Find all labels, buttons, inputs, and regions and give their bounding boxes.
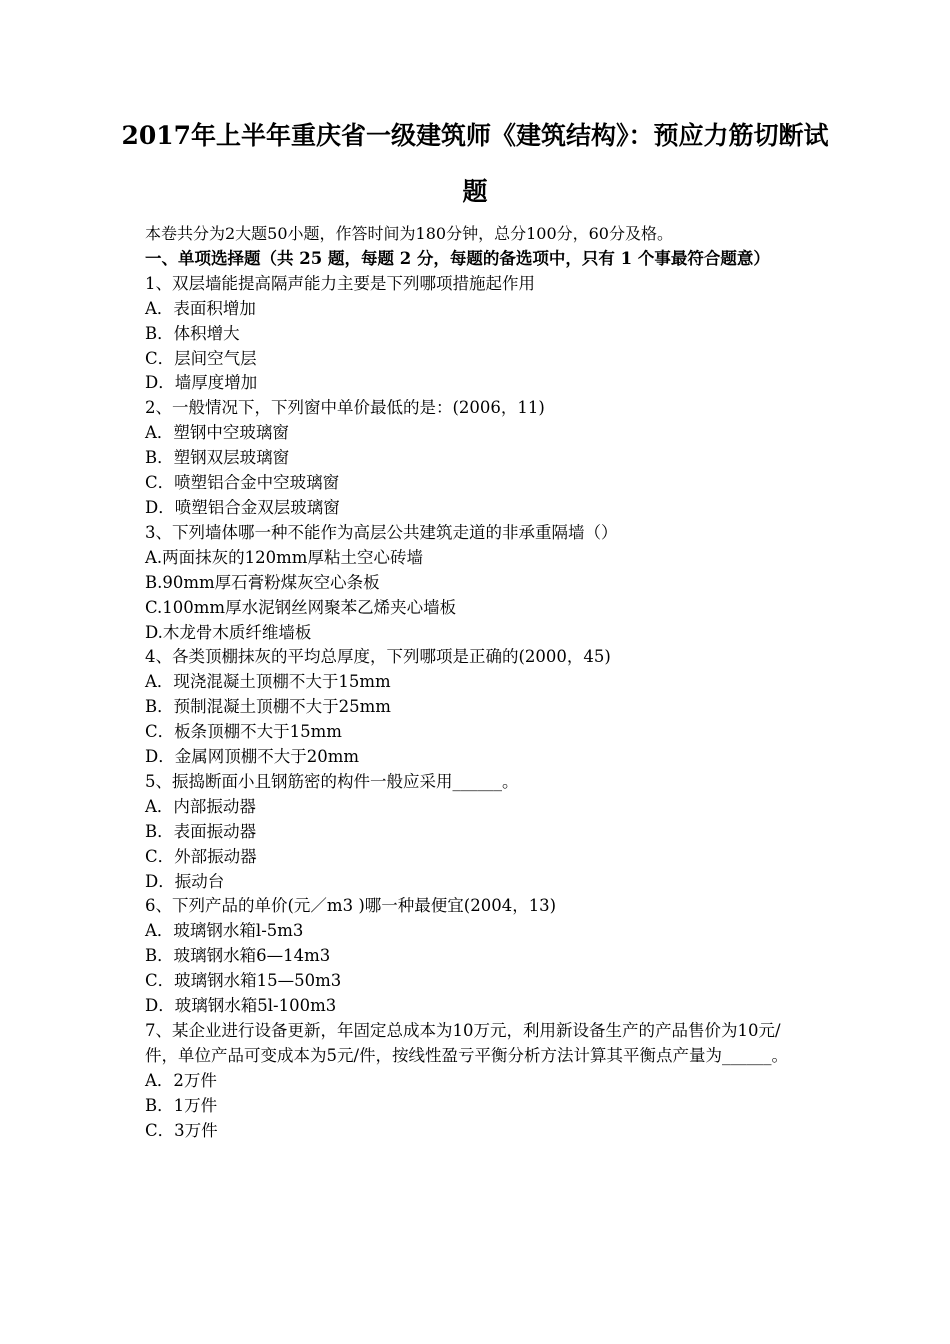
option-b: B.90mm厚石膏粉煤灰空心条板 — [145, 572, 380, 592]
option-c: C．外部振动器 — [145, 846, 257, 866]
option-a: A.两面抹灰的120mm厚粘土空心砖墙 — [145, 547, 423, 567]
option-d: D．振动台 — [145, 871, 225, 891]
option-d: D．金属网顶棚不大于20mm — [145, 747, 360, 767]
question-5 — [145, 770, 810, 895]
question-text: 1、双层墙能提高隔声能力主要是下列哪项措施起作用 — [145, 273, 535, 293]
option-c: C．层间空气层 — [145, 348, 257, 368]
option-c: C.100mm厚水泥钢丝网聚苯乙烯夹心墙板 — [145, 597, 457, 617]
question-text: 2、一般情况下，下列窗中单价最低的是：(2006，11) — [145, 398, 545, 418]
option-c: C．3万件 — [145, 1120, 218, 1140]
question-text: 3、下列墙体哪一种不能作为高层公共建筑走道的非承重隔墙（） — [145, 522, 618, 542]
document-body — [145, 222, 810, 1144]
question-text: 4、各类顶棚抹灰的平均总厚度，下列哪项是正确的(2000，45) — [145, 647, 611, 667]
option-a: A．内部振动器 — [145, 796, 256, 816]
question-text: 7、某企业进行设备更新，年固定总成本为10万元，利用新设备生产的产品售价为10元/件，单位产品可变成本为5元/件，按线性盈亏平衡分析方法计算其平衡点产量为______。 — [145, 1021, 789, 1065]
question-1 — [145, 272, 810, 397]
option-b: B．表面振动器 — [145, 821, 257, 841]
option-a: A．现浇混凝土顶棚不大于15mm — [145, 672, 391, 692]
option-a: A．表面积增加 — [145, 298, 256, 318]
option-b: B．体积增大 — [145, 323, 240, 343]
option-d: D．墙厚度增加 — [145, 373, 258, 393]
option-b: B．预制混凝土顶棚不大于25mm — [145, 697, 391, 717]
option-c: C．玻璃钢水箱15—50m3 — [145, 971, 342, 991]
option-a: A．塑钢中空玻璃窗 — [145, 423, 289, 443]
option-a: A．2万件 — [145, 1070, 217, 1090]
option-d: D.木龙骨木质纤维墙板 — [145, 622, 312, 642]
option-c: C．喷塑铝合金中空玻璃窗 — [145, 473, 340, 493]
question-4 — [145, 645, 810, 770]
option-a: A．玻璃钢水箱l-5m3 — [145, 921, 304, 941]
exam-intro: 本卷共分为2大题50小题，作答时间为180分钟，总分100分，60分及格。 — [145, 224, 673, 243]
question-text: 5、振捣断面小且钢筋密的构件一般应采用______。 — [145, 771, 519, 791]
question-3 — [145, 521, 810, 646]
question-6 — [145, 894, 810, 1019]
section-heading: 一、单项选择题（共 25 题，每题 2 分，每题的备选项中，只有 1 个事最符合题意） — [145, 248, 770, 268]
question-text: 6、下列产品的单价(元／m3 )哪一种最便宜(2004，13) — [145, 896, 557, 916]
option-d: D．喷塑铝合金双层玻璃窗 — [145, 497, 340, 517]
document-title: 2017年上半年重庆省一级建筑师《建筑结构》：预应力筋切断试题 — [121, 121, 829, 206]
option-b: B．塑钢双层玻璃窗 — [145, 448, 290, 468]
option-b: B．1万件 — [145, 1095, 218, 1115]
question-7 — [145, 1019, 810, 1144]
option-b: B．玻璃钢水箱6—14m3 — [145, 946, 331, 966]
option-d: D．玻璃钢水箱5l-100m3 — [145, 996, 337, 1016]
option-c: C．板条顶棚不大于15mm — [145, 722, 342, 742]
question-2 — [145, 396, 810, 521]
